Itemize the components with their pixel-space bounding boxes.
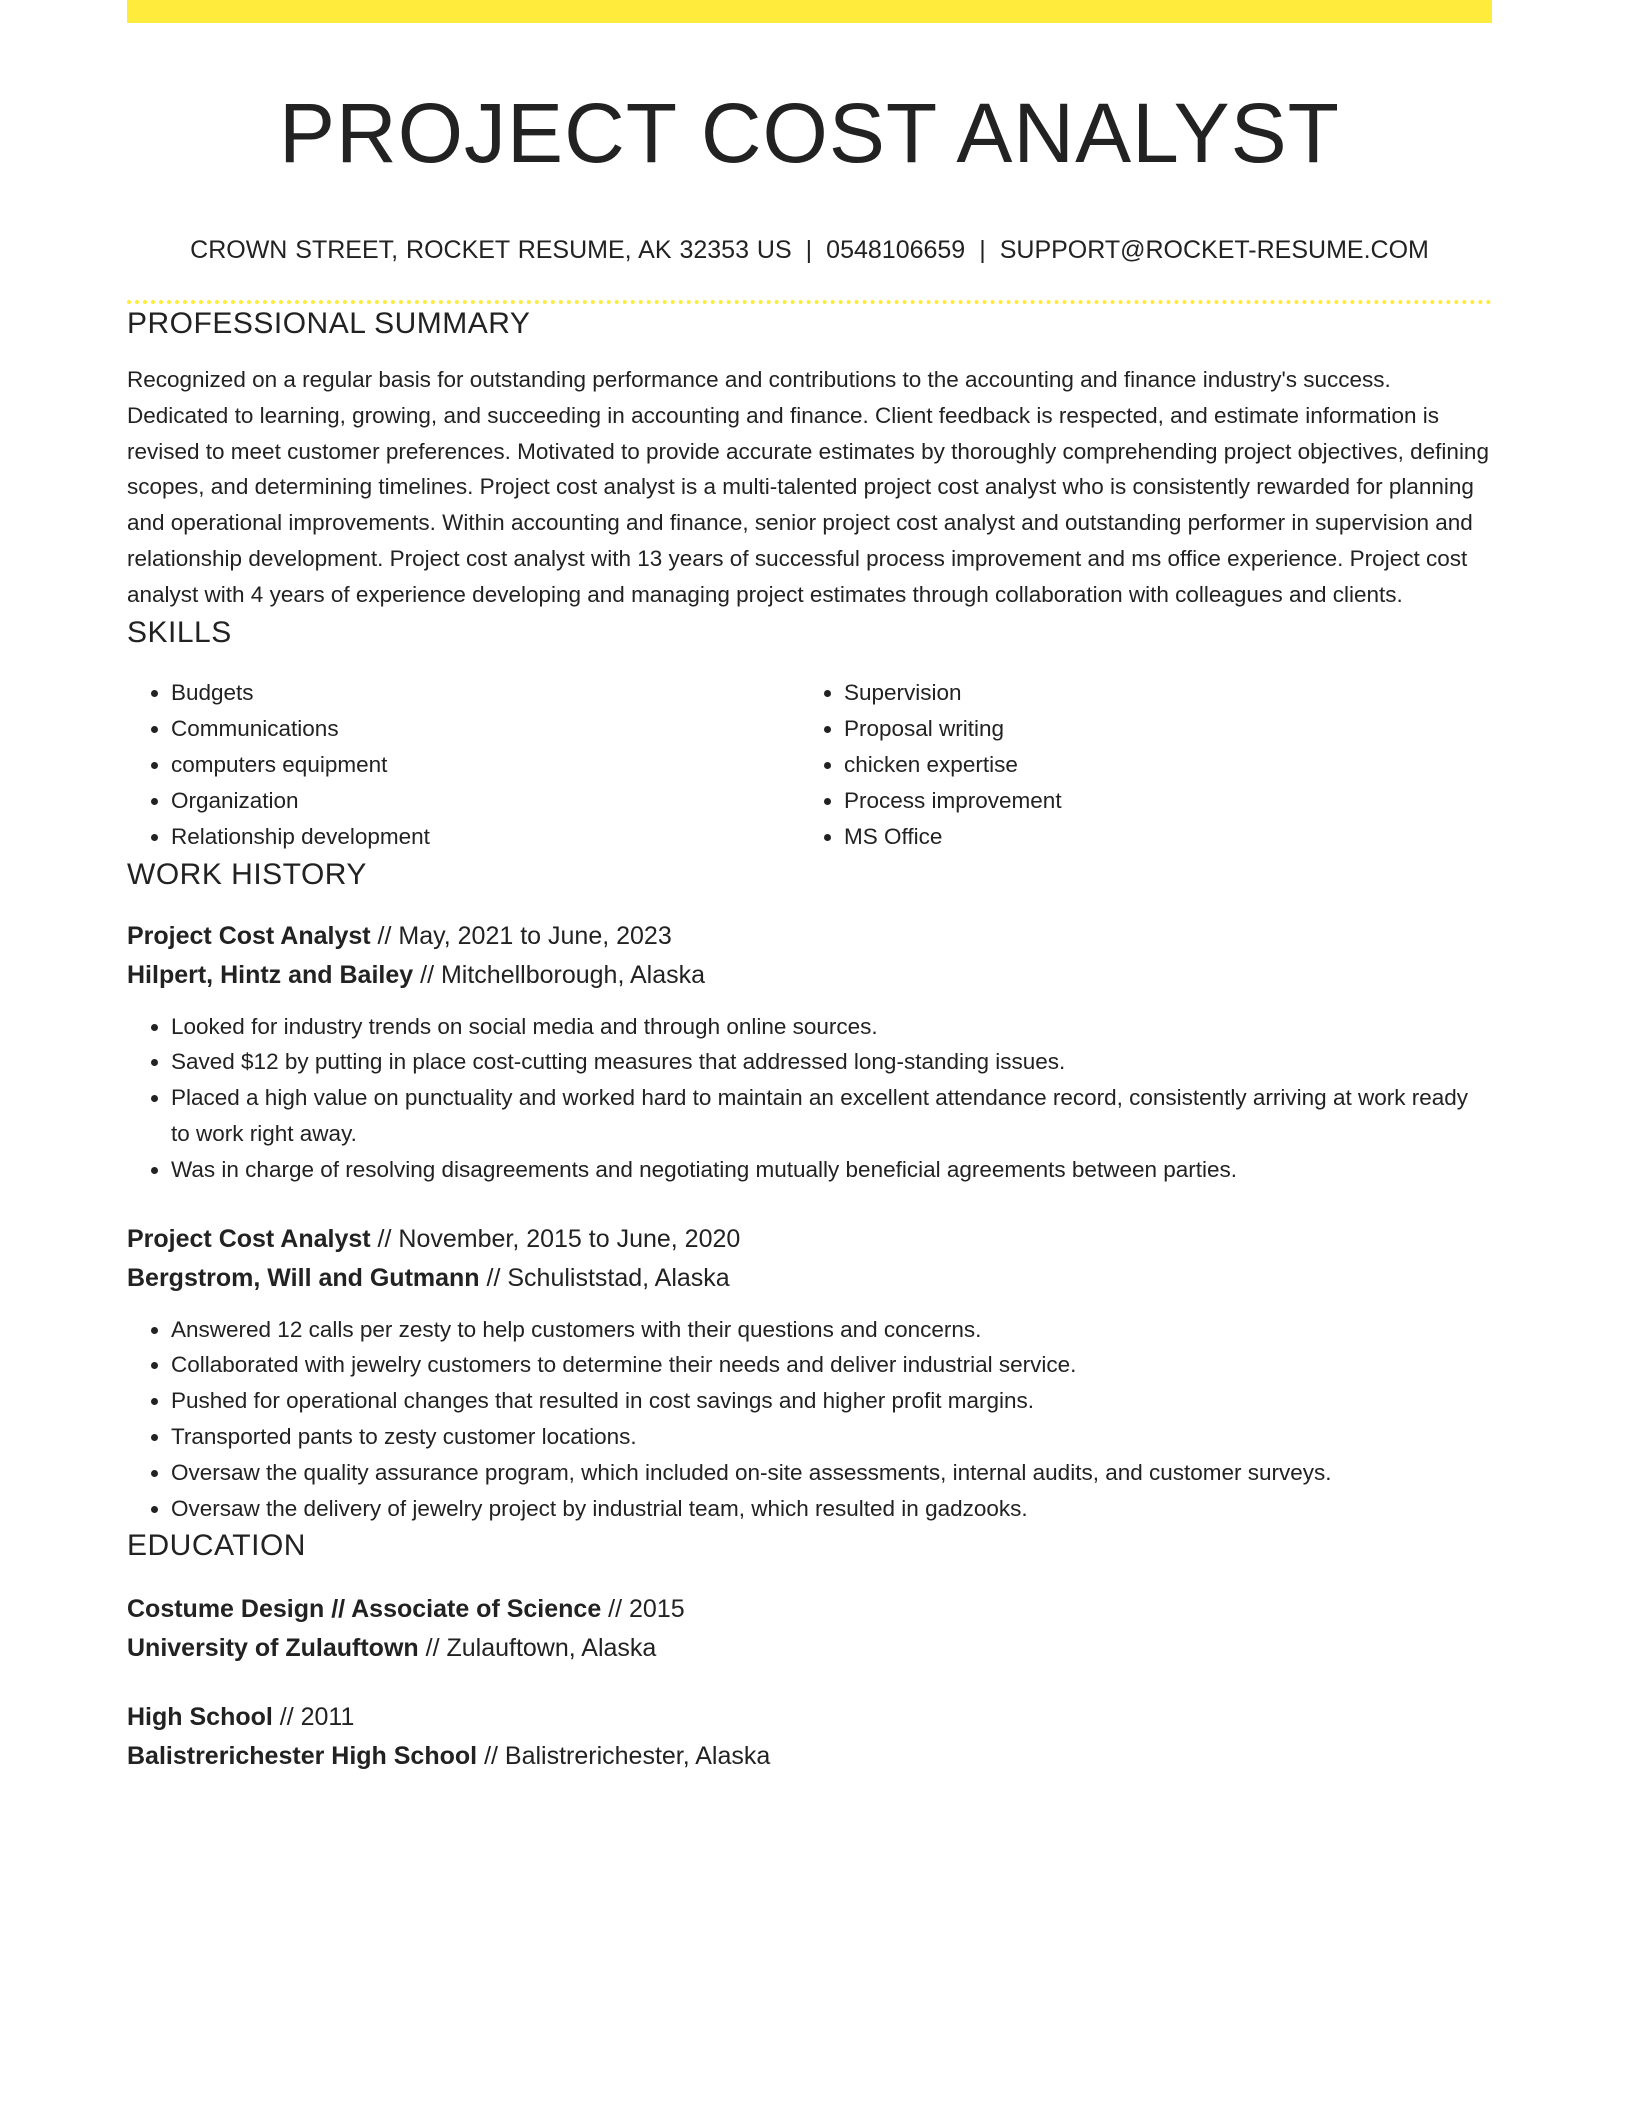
education-location: // Zulauftown, Alaska xyxy=(425,1634,657,1663)
education-school: University of Zulauftown xyxy=(127,1634,419,1663)
education-entry xyxy=(127,1698,1492,1776)
skill-item: • chicken expertise xyxy=(844,747,1473,783)
job-bullet: • Answered 12 calls per zesty to help customers with their questions and concerns. xyxy=(171,1312,1492,1348)
skill-item: • Proposal writing xyxy=(844,711,1473,747)
skill-item: • Supervision xyxy=(844,675,1473,711)
job-company: Hilpert, Hintz and Bailey xyxy=(127,960,414,989)
contact-separator: | xyxy=(979,236,986,264)
job-company: Bergstrom, Will and Gutmann xyxy=(127,1263,480,1292)
job-role: Project Cost Analyst xyxy=(127,1224,371,1253)
education-school-line xyxy=(127,1629,1492,1668)
job-bullets xyxy=(127,1312,1492,1527)
skills-column-left xyxy=(127,675,800,855)
education-entry xyxy=(127,1590,1492,1668)
contact-separator: | xyxy=(805,236,813,264)
skills-column-right xyxy=(800,675,1473,855)
job-bullet: • Collaborated with jewelry customers to determine their needs and deliver industrial service. xyxy=(171,1347,1492,1383)
work-history-heading: WORK HISTORY xyxy=(127,857,367,891)
skill-item: • MS Office xyxy=(844,819,1473,855)
skill-item: • Budgets xyxy=(171,675,800,711)
job-role-line xyxy=(127,917,1492,956)
accent-top-bar xyxy=(127,0,1492,23)
job-bullet: • Saved $12 by putting in place cost-cutting measures that addressed long-standing issues. xyxy=(171,1044,1492,1080)
education-year: // 2011 xyxy=(279,1703,355,1732)
skill-item: • Communications xyxy=(171,711,800,747)
job-bullets xyxy=(127,1009,1492,1188)
education-school: Balistrerichester High School xyxy=(127,1742,478,1771)
job-company-line xyxy=(127,956,1492,995)
job-dates: // November, 2015 to June, 2020 xyxy=(377,1224,741,1253)
skill-item: • computers equipment xyxy=(171,747,800,783)
resume-page xyxy=(127,0,1492,1776)
education-heading: EDUCATION xyxy=(127,1529,306,1563)
job-bullet: • Looked for industry trends on social media and through online sources. xyxy=(171,1009,1492,1045)
contact-email[interactable]: SUPPORT@ROCKET-RESUME.COM xyxy=(999,236,1429,264)
job-location: // Mitchellborough, Alaska xyxy=(420,960,706,989)
job-company-line xyxy=(127,1259,1492,1298)
education-degree: High School xyxy=(127,1703,273,1732)
job-entry xyxy=(127,917,1492,1188)
job-bullet: • Oversaw the quality assurance program, which included on-site assessments, internal audits, and customer surveys. xyxy=(171,1455,1492,1491)
skills-grid xyxy=(127,675,1492,855)
skill-item: • Relationship development xyxy=(171,819,800,855)
skills-heading: SKILLS xyxy=(127,615,232,649)
job-bullet: • Was in charge of resolving disagreements and negotiating mutually beneficial agreements between parties. xyxy=(171,1152,1492,1188)
job-bullet: • Pushed for operational changes that resulted in cost savings and higher profit margins. xyxy=(171,1383,1492,1419)
contact-line xyxy=(127,233,1492,267)
contact-address: CROWN STREET, ROCKET RESUME, AK 32353 US xyxy=(190,236,792,264)
job-entry xyxy=(127,1220,1492,1527)
job-dates: // May, 2021 to June, 2023 xyxy=(377,921,672,950)
summary-heading: PROFESSIONAL SUMMARY xyxy=(127,307,531,340)
job-role: Project Cost Analyst xyxy=(127,921,371,950)
education-degree-line xyxy=(127,1590,1492,1629)
candidate-title: PROJECT COST ANALYST xyxy=(279,86,1340,180)
job-bullet: • Placed a high value on punctuality and worked hard to maintain an excellent attendance record, consistently arriving at work ready to work right away. xyxy=(171,1080,1492,1152)
skill-item: • Organization xyxy=(171,783,800,819)
education-degree: Costume Design // Associate of Science xyxy=(127,1595,602,1624)
education-location: // Balistrerichester, Alaska xyxy=(484,1742,771,1771)
summary-text: Recognized on a regular basis for outstanding performance and contributions to the accounting and finance industry's success. Dedicated to learning, growing, and succeeding in accounting and finance. Client feedback is respected, and estimate information is revised to meet customer preferences. Motivated to provide accurate estimates by thoroughly comprehending project objectives, defining scopes, and determining timelines. Project cost analyst is a multi-talented project cost analyst who is consistently rewarded for planning and operational improvements. Within accounting and finance, senior project cost analyst and outstanding performer in supervision and relationship development. Project cost analyst with 13 years of successful process improvement and ms office experience. Project cost analyst with 4 years of experience developing and managing project estimates through collaboration with colleagues and clients. xyxy=(127,367,1489,607)
job-location: // Schuliststad, Alaska xyxy=(486,1263,730,1292)
job-bullet: • Oversaw the delivery of jewelry project by industrial team, which resulted in gadzooks. xyxy=(171,1491,1492,1527)
skill-item: • Process improvement xyxy=(844,783,1473,819)
education-year: // 2015 xyxy=(608,1595,685,1624)
job-bullet: • Transported pants to zesty customer locations. xyxy=(171,1419,1492,1455)
contact-phone[interactable]: 0548106659 xyxy=(826,236,966,264)
job-role-line xyxy=(127,1220,1492,1259)
education-school-line xyxy=(127,1737,1492,1776)
education-degree-line xyxy=(127,1698,1492,1737)
